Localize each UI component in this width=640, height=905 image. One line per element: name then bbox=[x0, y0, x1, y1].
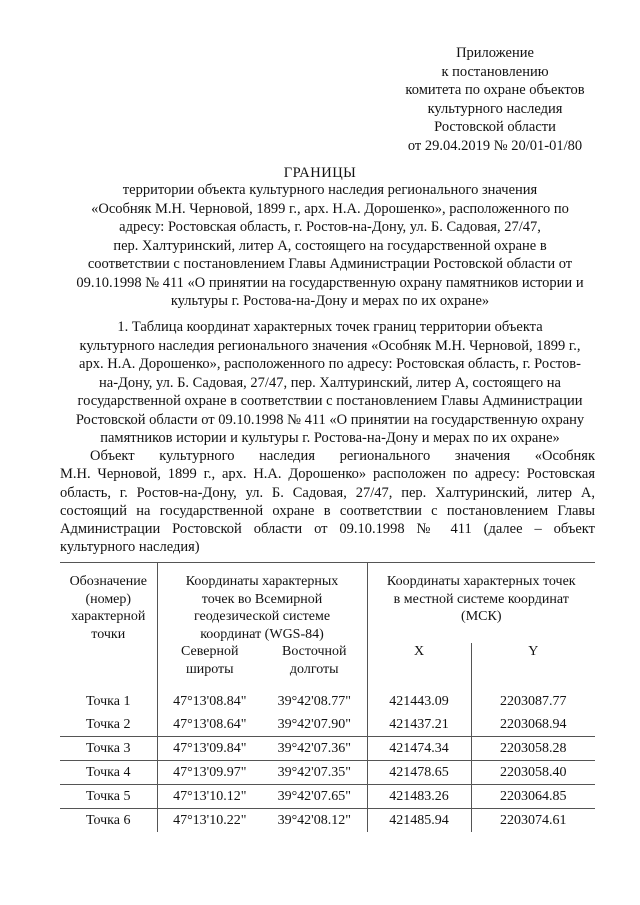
longitude: 39°42'07.65" bbox=[262, 785, 367, 809]
subtitle-line: культуры г. Ростова-на-Дону и мерах по их охране» bbox=[170, 293, 490, 309]
subtitle-line: адресу: Ростовская область, г. Ростов-на-Дону, ул. Б. Садовая, 27/47, bbox=[119, 219, 541, 235]
section-1-line: 1. Таблица координат характерных точек границ территории объекта bbox=[117, 319, 543, 335]
longitude: 39°42'07.36" bbox=[262, 737, 367, 761]
latitude: 47°13'10.22" bbox=[157, 809, 262, 833]
subtitle-line: соответствии с постановлением Главы Администрации Ростовской области от bbox=[87, 256, 573, 272]
table-row bbox=[60, 785, 595, 809]
header-text: координат (WGS-84) bbox=[200, 626, 324, 642]
header-designation bbox=[60, 563, 157, 691]
appendix-line: Ростовской области bbox=[434, 119, 556, 136]
header-y: Y bbox=[471, 643, 595, 690]
coord-y: 2203058.40 bbox=[471, 761, 595, 785]
coord-x: 421474.34 bbox=[367, 737, 471, 761]
appendix-line: комитета по охране объектов bbox=[405, 82, 585, 99]
header-text: (номер) bbox=[85, 591, 132, 607]
coord-x: 421483.26 bbox=[367, 785, 471, 809]
coord-x: 421443.09 bbox=[367, 690, 471, 713]
point-name: Точка 5 bbox=[60, 785, 157, 809]
header-text: Координаты характерных точек bbox=[386, 574, 576, 589]
section-1-line: памятников истории и культуры г. Ростова-на-Дону и мерах по их охране» bbox=[100, 430, 560, 446]
header-text: характерной bbox=[71, 609, 146, 624]
subtitle-line: «Особняк М.Н. Черновой, 1899 г., арх. Н.А. Дорошенко», расположенного по bbox=[91, 200, 569, 217]
latitude: 47°13'08.64" bbox=[157, 713, 262, 737]
coord-x: 421485.94 bbox=[367, 809, 471, 833]
coord-y: 2203074.61 bbox=[471, 809, 595, 833]
section-1-line: на-Дону, ул. Б. Садовая, 27/47, пер. Халтуринский, литер А, состоящего на bbox=[99, 374, 561, 391]
object-line: М.Н. Черновой, 1899 г., арх. Н.А. Дорошенко» расположен по адресу: Ростовская bbox=[60, 466, 595, 483]
coord-y: 2203087.77 bbox=[471, 690, 595, 713]
header-text: Восточной bbox=[282, 644, 347, 659]
section-1-heading bbox=[60, 318, 600, 448]
point-name: Точка 1 bbox=[86, 694, 131, 709]
longitude: 39°42'08.77" bbox=[277, 694, 351, 709]
subtitle-line: 09.10.1998 № 411 «О принятии на государственную охрану памятников истории и bbox=[76, 274, 584, 291]
header-x: X bbox=[367, 643, 471, 690]
longitude: 39°42'07.35" bbox=[262, 761, 367, 785]
document-subtitle bbox=[60, 181, 600, 311]
header-text: точек во Всемирной bbox=[201, 591, 323, 607]
latitude: 47°13'09.97" bbox=[157, 761, 262, 785]
header-wgs bbox=[157, 563, 367, 644]
header-north bbox=[157, 643, 262, 690]
coord-y: 2203068.94 bbox=[471, 713, 595, 737]
appendix-line: к постановлению bbox=[441, 63, 549, 80]
section-1-line: Ростовской области от 09.10.1998 № 411 «О принятии на государственную охрану bbox=[75, 411, 585, 428]
latitude: 47°13'10.12" bbox=[157, 785, 262, 809]
header-text: точки bbox=[91, 626, 126, 642]
header-msk bbox=[367, 563, 595, 644]
table-row bbox=[60, 690, 595, 713]
table-row bbox=[60, 737, 595, 761]
header-text: Северной bbox=[181, 644, 239, 659]
point-name: Точка 4 bbox=[60, 761, 157, 785]
document-title: ГРАНИЦЫ bbox=[283, 165, 357, 181]
header-east bbox=[262, 643, 367, 690]
object-description bbox=[60, 447, 595, 557]
longitude: 39°42'07.90" bbox=[277, 717, 351, 732]
header-text: геодезической системе bbox=[193, 609, 331, 624]
point-name: Точка 2 bbox=[86, 717, 131, 732]
coord-x: 421478.65 bbox=[367, 761, 471, 785]
header-text: (МСК) bbox=[461, 609, 502, 624]
latitude: 47°13'09.84" bbox=[157, 737, 262, 761]
appendix-line: Приложение bbox=[456, 45, 534, 61]
coordinates-table bbox=[60, 562, 595, 832]
table-row bbox=[60, 809, 595, 833]
table-row bbox=[60, 713, 595, 737]
header-text: Обозначение bbox=[69, 574, 147, 589]
object-line: Администрации Ростовской области от 09.10.1998 № 411 (далее – объект bbox=[60, 521, 595, 538]
section-1-line: культурного наследия регионального значения «Особняк М.Н. Черновой, 1899 г., bbox=[79, 337, 581, 354]
longitude: 39°42'08.12" bbox=[262, 809, 367, 833]
point-name: Точка 3 bbox=[60, 737, 157, 761]
subtitle-line: территории объекта культурного наследия регионального значения bbox=[122, 182, 538, 198]
section-1-line: государственной охране в соответствии с постановлением Главы Администрации bbox=[77, 393, 583, 409]
point-name: Точка 6 bbox=[60, 809, 157, 833]
subtitle-line: пер. Халтуринский, литер А, состоящего на государственной охране в bbox=[113, 237, 547, 254]
header-text: Координаты характерных bbox=[185, 574, 339, 589]
object-line: культурного наследия) bbox=[60, 539, 200, 556]
appendix-line: от 29.04.2019 № 20/01-01/80 bbox=[407, 137, 583, 154]
section-1-line: арх. Н.А. Дорошенко», расположенного по адресу: Ростовская область, г. Ростов- bbox=[79, 356, 581, 372]
latitude: 47°13'08.84" bbox=[157, 690, 262, 713]
header-text: в местной системе координат bbox=[393, 591, 569, 607]
header-text: широты bbox=[185, 661, 234, 677]
object-line: область, г. Ростов-на-Дону, ул. Б. Садовая, 27/47, пер. Халтуринский, литер А, bbox=[60, 484, 595, 501]
object-line: Объект культурного наследия регионального значения «Особняк bbox=[90, 448, 595, 464]
table-header-row bbox=[60, 563, 595, 644]
coord-x: 421437.21 bbox=[367, 713, 471, 737]
appendix-block bbox=[385, 44, 605, 156]
appendix-line: культурного наследия bbox=[427, 100, 563, 117]
header-text: долготы bbox=[289, 661, 339, 677]
coord-y: 2203058.28 bbox=[471, 737, 595, 761]
object-line: состоящий на государственной охране в соответствии с постановлением Главы bbox=[60, 502, 595, 519]
coord-y: 2203064.85 bbox=[471, 785, 595, 809]
table-row bbox=[60, 761, 595, 785]
